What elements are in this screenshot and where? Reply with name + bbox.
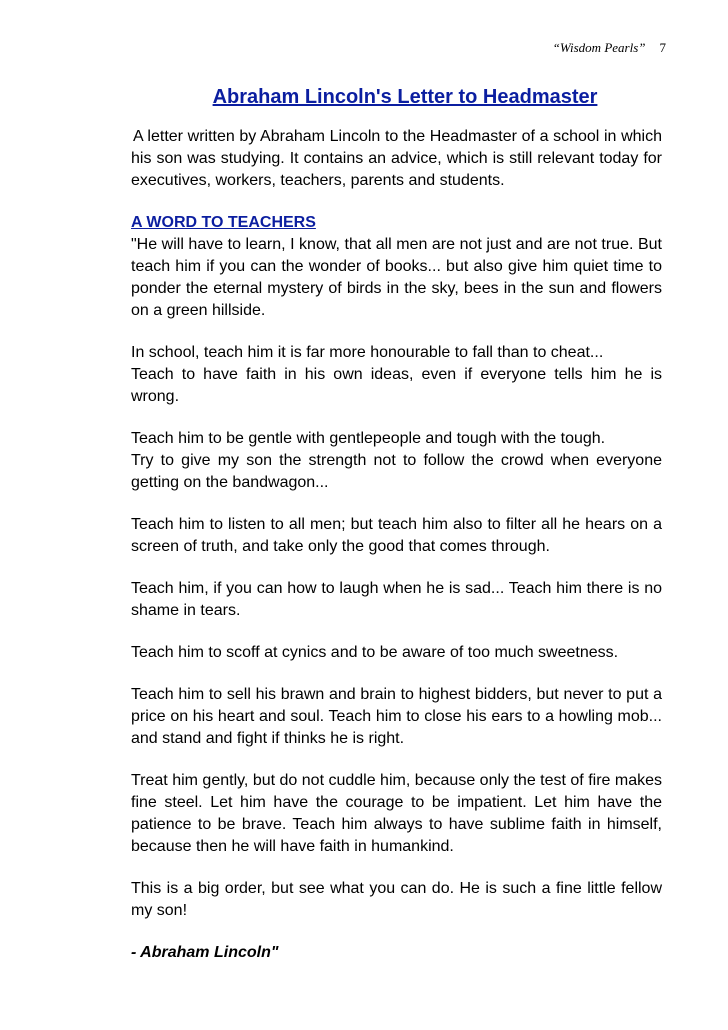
letter-paragraph-3-line-2: Try to give my son the strength not to follow the crowd when everyone getting on the bandwagon... [131,452,662,491]
letter-paragraph-4: Teach him to listen to all men; but teach him also to filter all he hears on a screen of truth, and take only the good that comes through. [131,516,662,555]
letter-paragraph-2-line-2: Teach to have faith in his own ideas, even if everyone tells him he is wrong. [131,366,662,405]
letter-paragraph-9: This is a big order, but see what you can do. He is such a fine little fellow my son! [131,880,662,919]
letter-paragraph-1: "He will have to learn, I know, that all men are not just and are not true. But teach him if you can the wonder of books... but also give him quiet time to ponder the eternal mystery of birds in the sky, bees in the sun and flowers on a green hillside. [131,236,662,319]
signature: - Abraham Lincoln" [131,944,279,961]
letter-paragraph-3 [131,428,662,494]
section-heading: A WORD TO TEACHERS [131,214,316,231]
letter-paragraph-6: Teach him to scoff at cynics and to be aware of too much sweetness. [131,644,619,661]
page-title: Abraham Lincoln's Letter to Headmaster [212,86,598,108]
page-number: 7 [659,40,666,55]
letter-paragraph-2-line-1: In school, teach him it is far more honourable to fall than to cheat... [131,344,604,361]
letter-paragraph-3-line-1: Teach him to be gentle with gentlepeople and tough with the tough. [131,430,606,447]
intro-paragraph: A letter written by Abraham Lincoln to the Headmaster of a school in which his son was studying. It contains an advice, which is still relevant today for executives, workers, teachers, parents and students. [131,128,662,189]
header-series-title: “Wisdom Pearls” [552,40,646,55]
letter-paragraph-8: Treat him gently, but do not cuddle him, because only the test of fire makes fine steel. Let him have the courage to be impatient. Let him have the patience to be brave. Teach him always to have sublime faith in himself, because then he will have faith in humankind. [131,772,662,855]
letter-body [131,126,662,964]
letter-paragraph-2 [131,342,662,408]
letter-paragraph-7: Teach him to sell his brawn and brain to highest bidders, but never to put a price on his heart and soul. Teach him to close his ears to a howling mob... and stand and fight if thinks he is right. [131,686,662,747]
page-header [553,40,666,56]
letter-paragraph-5: Teach him, if you can how to laugh when he is sad... Teach him there is no shame in tears. [131,580,662,619]
